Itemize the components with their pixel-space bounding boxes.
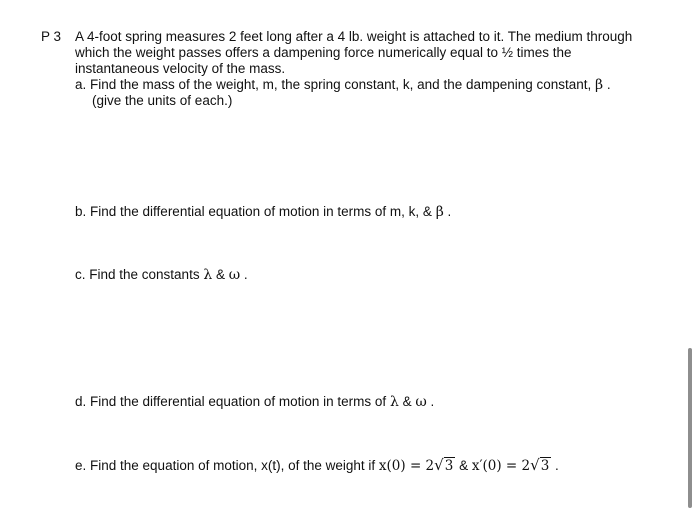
part-c-end: . <box>240 267 248 282</box>
part-b-end: . <box>443 204 452 219</box>
radical-sign: √ <box>434 456 444 474</box>
ampersand: & <box>398 394 416 409</box>
part-a-end: . <box>603 77 611 92</box>
part-b <box>75 204 451 220</box>
ampersand: & <box>455 458 472 473</box>
problem-stem <box>75 29 675 77</box>
part-e-text: e. Find the equation of motion, x(t), of the weight if <box>75 458 379 473</box>
omega-symbol: ω <box>228 267 241 283</box>
vertical-scrollbar[interactable] <box>688 348 692 508</box>
part-a-line-2: (give the units of each.) <box>92 93 233 108</box>
part-d <box>75 394 434 410</box>
omega-symbol: ω <box>415 394 427 410</box>
stem-line-3: instantaneous velocity of the mass. <box>75 61 286 76</box>
part-e <box>75 457 559 474</box>
part-a-text: a. Find the mass of the weight, m, the spring constant, k, and the dampening constant, <box>75 77 596 92</box>
part-c <box>75 267 248 283</box>
lambda-symbol: λ <box>203 267 213 283</box>
part-d-end: . <box>426 394 435 409</box>
part-a-line-1 <box>75 77 611 93</box>
part-b-text: b. Find the differential equation of motion in terms of m, k, & <box>75 204 436 219</box>
radicand: 3 <box>444 458 454 474</box>
stem-line-1: A 4-foot spring measures 2 feet long after a 4 lb. weight is attached to it. The medium through <box>75 29 633 44</box>
lambda-symbol: λ <box>389 394 399 410</box>
radicand: 3 <box>540 458 550 474</box>
part-c-text: c. Find the constants <box>75 267 204 282</box>
beta-symbol: β <box>595 77 604 93</box>
beta-symbol: β <box>435 204 444 220</box>
problem-number: P 3 <box>41 29 62 44</box>
initial-position-lhs: x(0) = 2 <box>378 458 435 474</box>
part-d-text: d. Find the differential equation of motion in terms of <box>75 394 390 409</box>
initial-velocity-lhs: x′(0) = 2 <box>471 458 531 474</box>
stem-line-2: which the weight passes offers a dampening force numerically equal to ½ times the <box>75 45 572 60</box>
ampersand: & <box>212 267 229 282</box>
part-a <box>75 77 611 109</box>
sqrt-three <box>530 457 551 474</box>
radical-sign: √ <box>530 456 540 474</box>
part-e-end: . <box>551 458 559 473</box>
sqrt-three <box>434 457 455 474</box>
